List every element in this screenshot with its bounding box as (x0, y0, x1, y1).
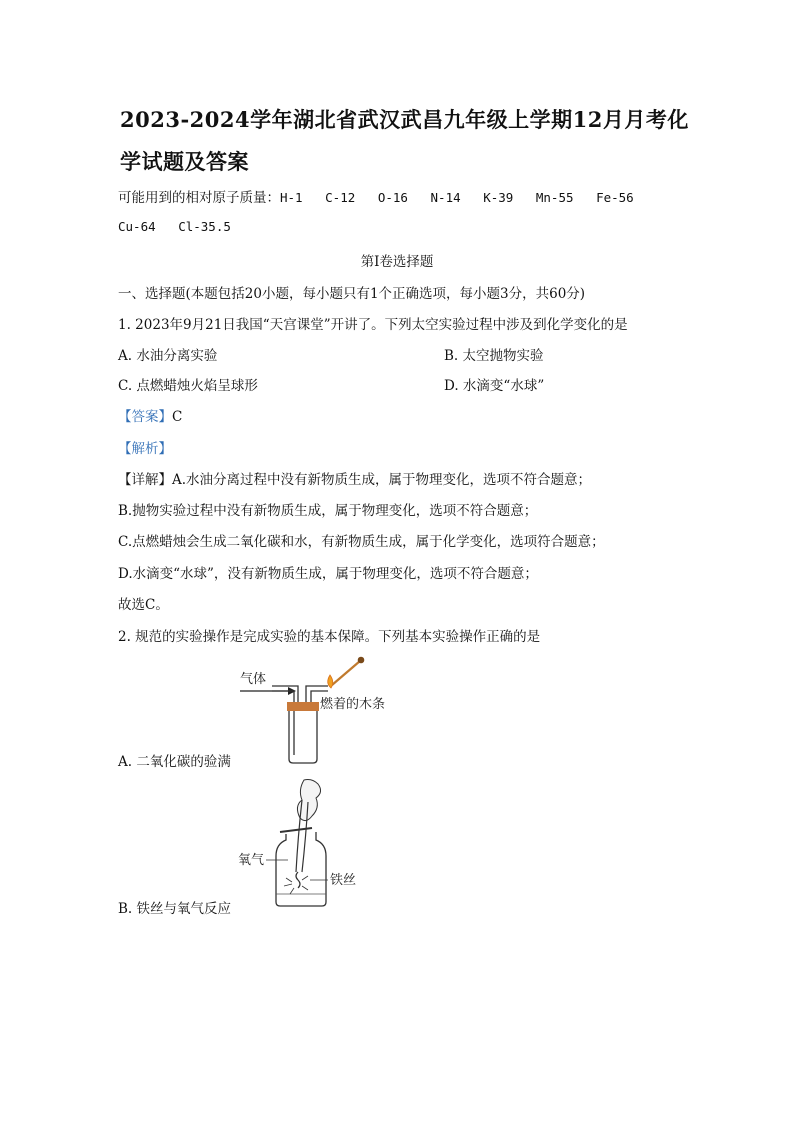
q1-option-b: B. 太空抛物实验 (444, 348, 544, 364)
part-heading: 一、选择题(本题包括20小题，每小题只有1个正确选项，每小题3分，共60分) (118, 286, 586, 302)
glass-cover (280, 828, 312, 832)
atomic-mass-line1 (118, 186, 634, 206)
atomic-mass-values-1: H-1 C-12 O-16 N-14 K-39 Mn-55 Fe-56 (280, 190, 634, 205)
gas-bottle (289, 711, 317, 763)
flame (328, 675, 333, 688)
sparks (284, 876, 308, 894)
q1-detail-line-a (118, 468, 591, 488)
q1-option-a: A. 水油分离实验 (118, 348, 218, 364)
section-title: 第Ⅰ卷选择题 (360, 254, 434, 270)
burning-stick-label: 燃着的木条 (320, 697, 386, 712)
iron-coil (296, 872, 300, 888)
q1-stem: 1. 2023年9月21日我国“天宫课堂”开讲了。下列太空实验过程中涉及到化学变化的是 (118, 317, 628, 333)
q1-detail-line-d: D.水滴变“水球”，没有新物质生成，属于物理变化，选项不符合题意； (118, 566, 538, 582)
rubber-stopper (287, 702, 319, 711)
atomic-mass-line2 (118, 219, 231, 235)
doc-title-line1: 2023-2024学年湖北省武汉武昌九年级上学期12月月考化 (120, 107, 689, 132)
detail-tag: 【详解】 (118, 472, 172, 488)
q1-conclusion: 故选C。 (118, 597, 169, 613)
co2-check-diagram (232, 655, 412, 765)
atomic-mass-values-2: Cu-64 Cl-35.5 (118, 219, 231, 234)
iron-wire-label: 铁丝 (330, 873, 357, 888)
q2-option-b: B. 铁丝与氧气反应 (118, 901, 232, 917)
q1-detail-line-b: B.抛物实验过程中没有新物质生成，属于物理变化，选项不符合题意； (118, 503, 538, 519)
oxygen-label: 氧气 (238, 853, 265, 868)
atomic-mass-label: 可能用到的相对原子质量： (118, 190, 280, 206)
detail-text-a: A.水油分离过程中没有新物质生成，属于物理变化，选项不符合题意； (172, 472, 592, 488)
q1-answer (118, 405, 182, 425)
gas-label: 气体 (240, 672, 267, 687)
answer-tag: 【答案】 (118, 409, 172, 425)
q1-option-c: C. 点燃蜡烛火焰呈球形 (118, 378, 258, 394)
inlet-tube-inner (272, 691, 294, 755)
q1-option-d: D. 水滴变“水球” (444, 378, 545, 394)
stick-tip (358, 657, 365, 664)
q1-analysis (118, 437, 172, 457)
oxygen-bottle (276, 832, 326, 906)
doc-title-line2: 学试题及答案 (120, 149, 249, 174)
answer-value: C (172, 409, 183, 425)
wood-stick (332, 661, 360, 685)
analysis-tag: 【解析】 (118, 441, 172, 457)
q2-option-a: A. 二氧化碳的验满 (118, 754, 231, 770)
q2-stem: 2. 规范的实验操作是完成实验的基本保障。下列基本实验操作正确的是 (118, 629, 541, 645)
iron-oxygen-diagram (232, 776, 382, 911)
q1-detail-line-c: C.点燃蜡烛会生成二氧化碳和水，有新物质生成，属于化学变化，选项符合题意； (118, 534, 605, 550)
